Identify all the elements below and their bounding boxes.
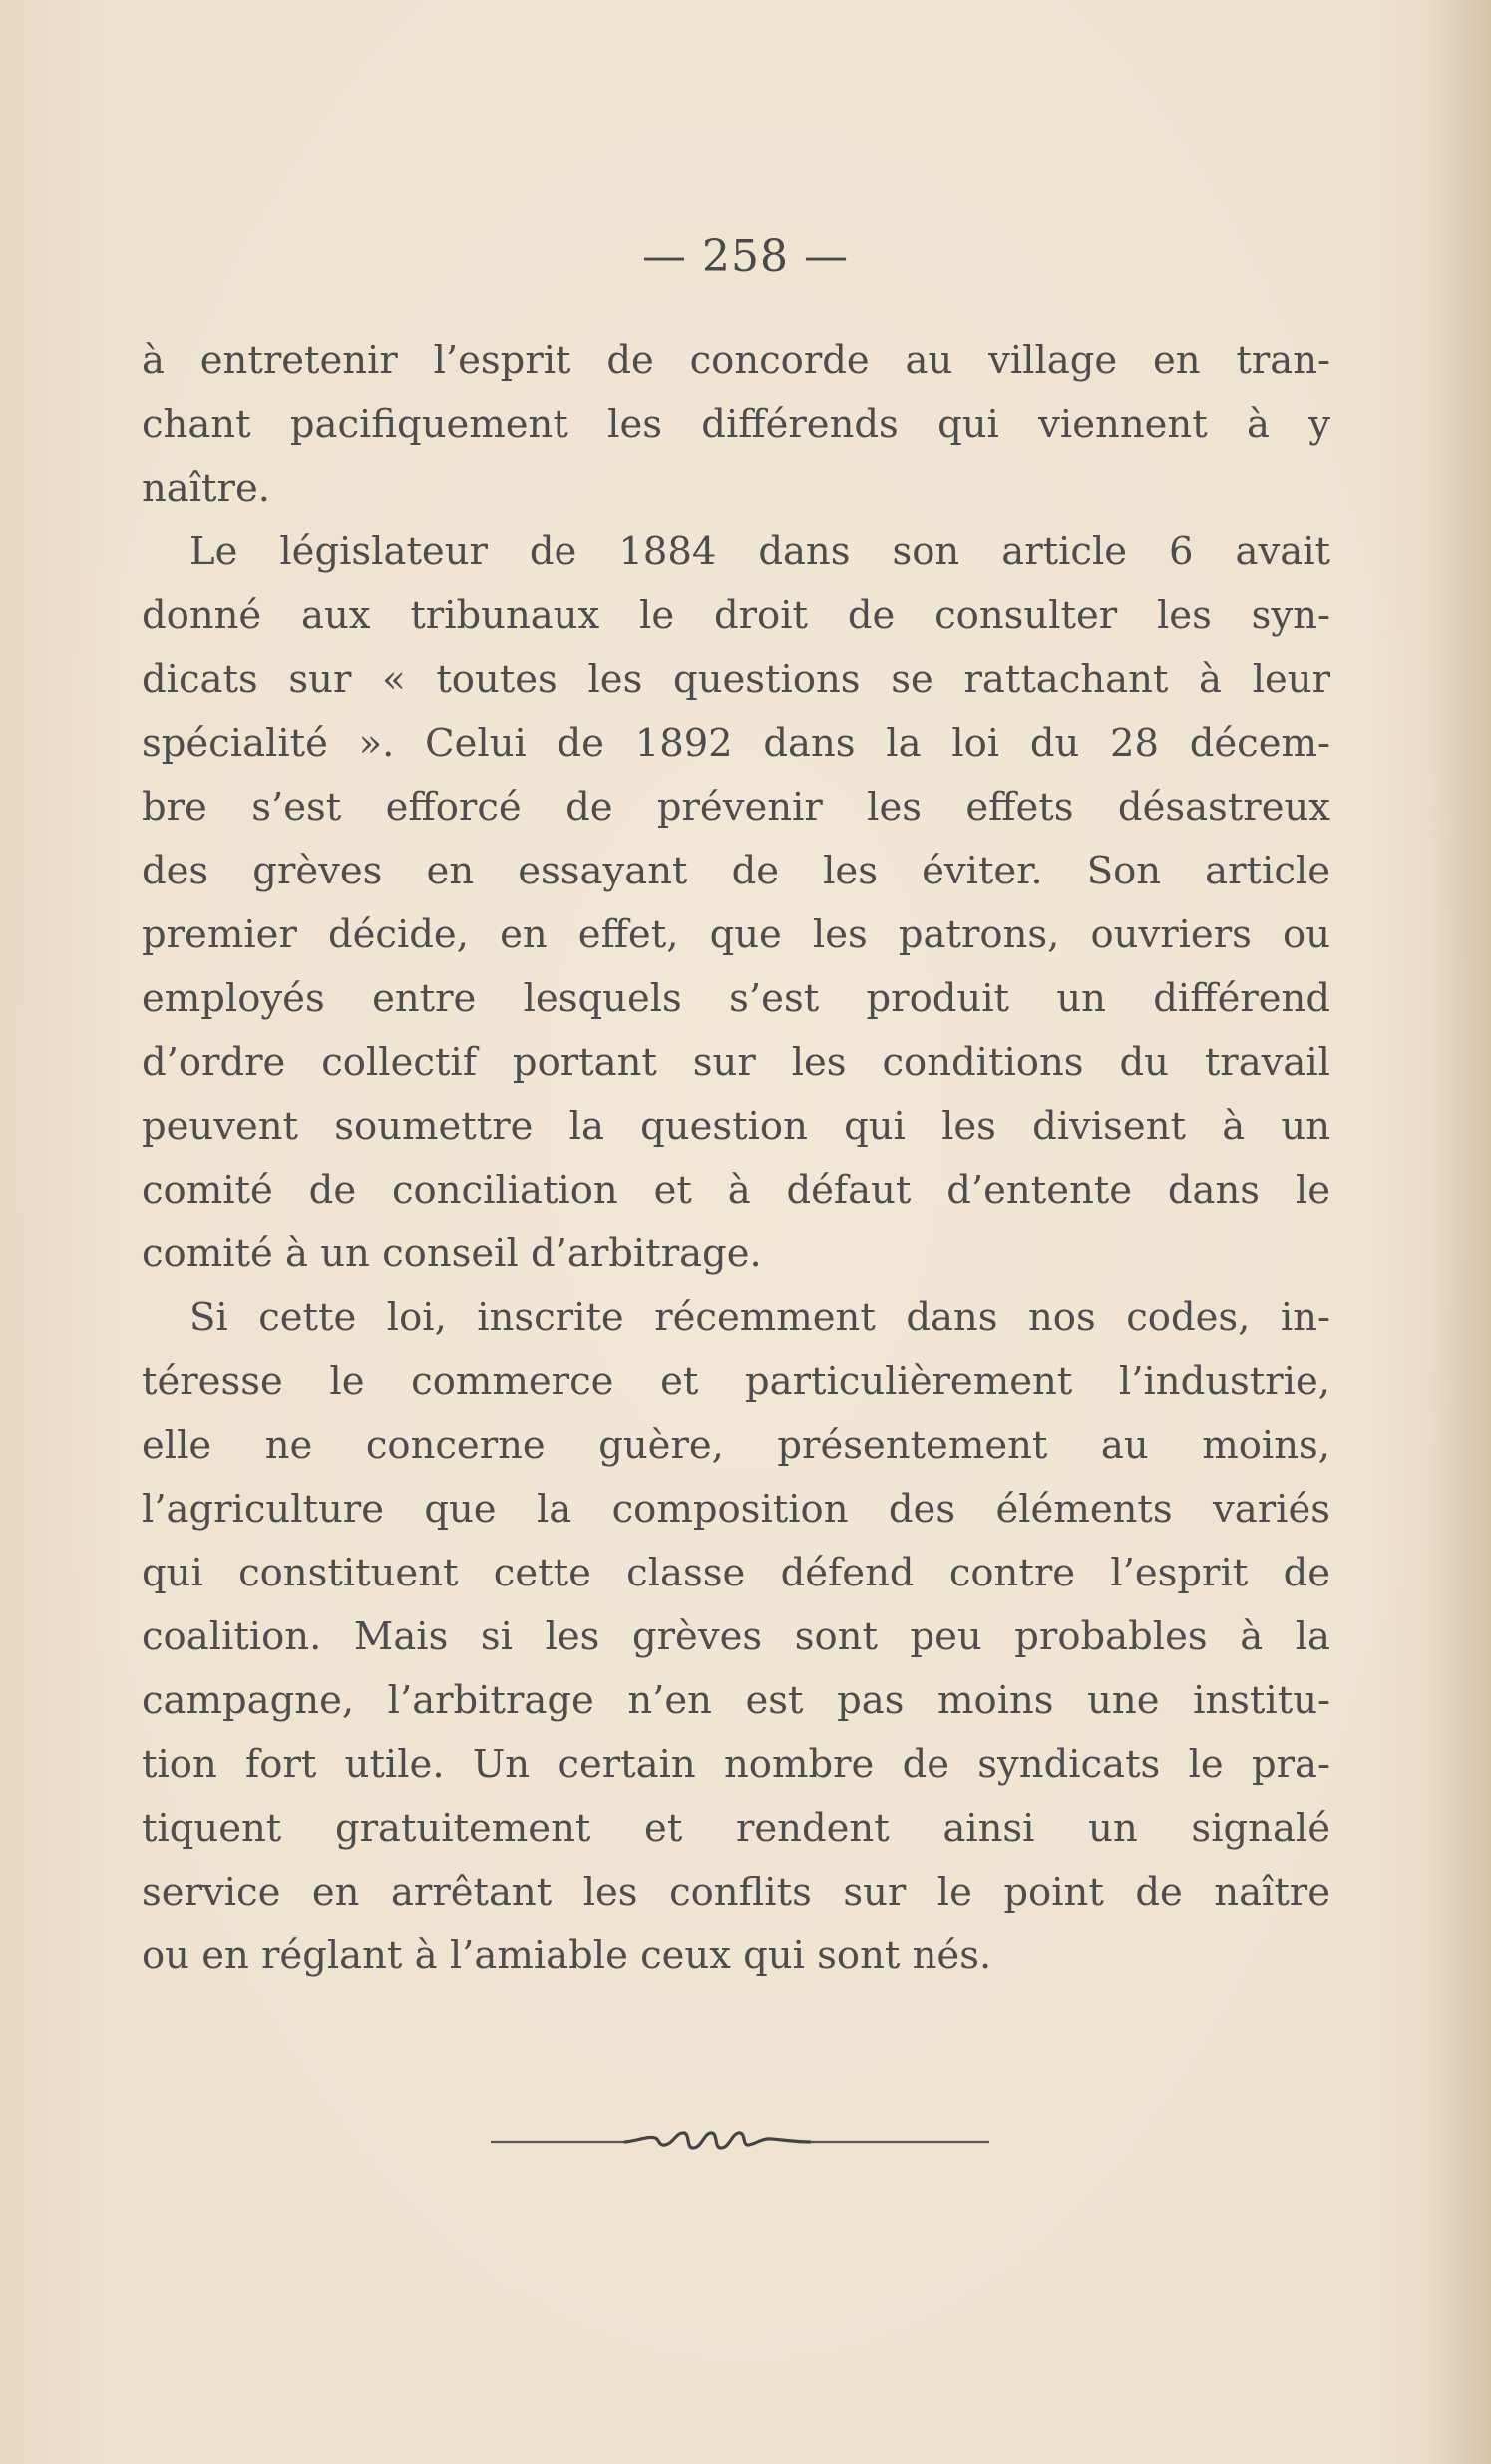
text-line: comité à un conseil d’arbitrage.: [142, 1232, 762, 1276]
text-line: bre s’est efforcé de prévenir les effets désastreux: [142, 785, 1330, 830]
text-line: service en arrêtant les conflits sur le point de naître: [142, 1870, 1330, 1915]
text-line: des grèves en essayant de les éviter. Son article: [142, 849, 1330, 893]
text-line: campagne, l’arbitrage n’en est pas moins une institu-: [142, 1678, 1330, 1723]
text-line: qui constituent cette classe défend contre l’esprit de: [142, 1551, 1330, 1595]
text-line: premier décide, en effet, que les patrons, ouvriers ou: [142, 912, 1330, 957]
body-text: [142, 329, 1330, 1988]
text-line: donné aux tribunaux le droit de consulter les syn-: [142, 593, 1330, 638]
text-line: l’agriculture que la composition des éléments variés: [142, 1487, 1330, 1532]
text-line: elle ne concerne guère, présentement au moins,: [142, 1423, 1330, 1468]
text-line: Si cette loi, inscrite récemment dans nos codes, in-: [189, 1295, 1330, 1340]
text-line: Le législateur de 1884 dans son article 6 avait: [189, 529, 1330, 574]
text-line: employés entre lesquels s’est produit un différend: [142, 976, 1330, 1021]
text-line: téresse le commerce et particulièrement l’industrie,: [142, 1359, 1330, 1404]
text-line: ou en réglant à l’amiable ceux qui sont nés.: [142, 1934, 992, 1978]
tailpiece-ornament-icon: [491, 2126, 989, 2156]
text-line: spécialité ». Celui de 1892 dans la loi du 28 décem-: [142, 721, 1330, 766]
page-edge-shadow: [1431, 0, 1491, 2464]
text-line: d’ordre collectif portant sur les conditions du travail: [142, 1040, 1330, 1085]
text-line: comité de conciliation et à défaut d’entente dans le: [142, 1168, 1330, 1213]
text-line: naître.: [142, 466, 270, 511]
page-number: — 258 —: [642, 231, 849, 282]
text-line: coalition. Mais si les grèves sont peu probables à la: [142, 1614, 1330, 1659]
text-line: à entretenir l’esprit de concorde au village en tran-: [142, 338, 1330, 383]
text-line: chant pacifiquement les différends qui viennent à y: [142, 402, 1330, 447]
text-line: dicats sur « toutes les questions se rattachant à leur: [142, 657, 1330, 702]
text-line: peuvent soumettre la question qui les divisent à un: [142, 1104, 1330, 1149]
text-line: tion fort utile. Un certain nombre de syndicats le pra-: [142, 1742, 1330, 1787]
text-line: tiquent gratuitement et rendent ainsi un signalé: [142, 1806, 1330, 1851]
